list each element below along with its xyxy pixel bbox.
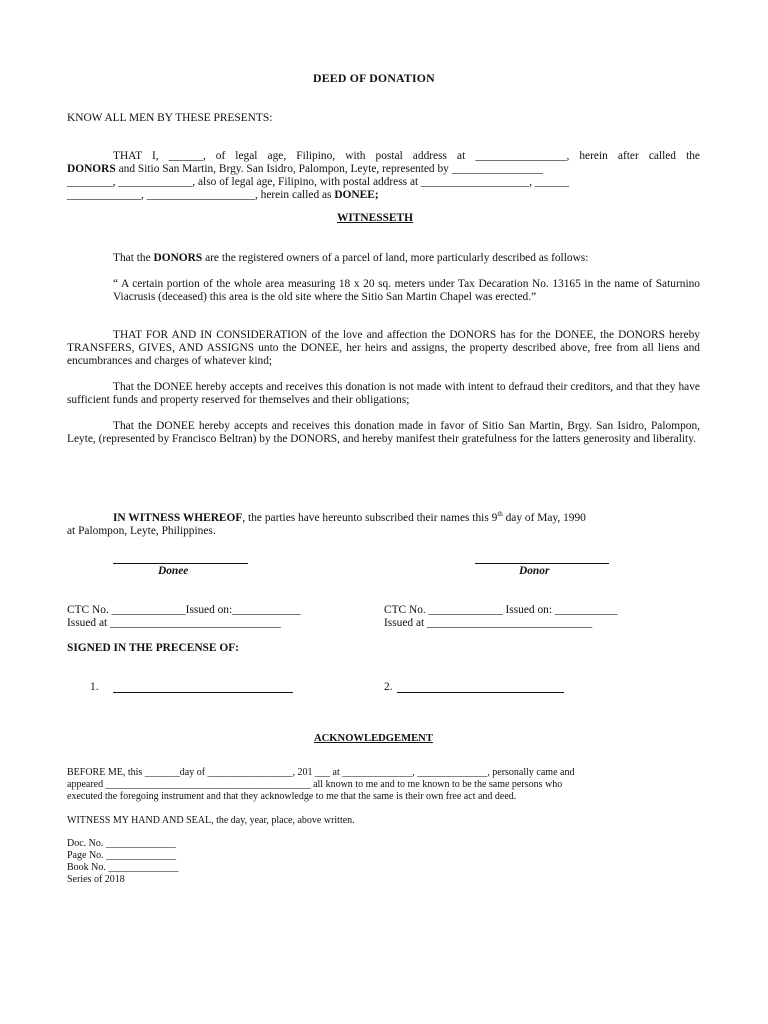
ownership-text-c: are the registered owners of a parcel of land, more particularly described as follows: bbox=[202, 252, 589, 264]
know-all-men: KNOW ALL MEN BY THESE PRESENTS: bbox=[67, 112, 273, 124]
parties-line-1: THAT I, ______, of legal age, Filipino, with postal address at ________________, herein after called the bbox=[113, 150, 700, 162]
parties-line-2-text: and Sitio San Martin, Brgy. San Isidro, Palompon, Leyte, represented by ________________ bbox=[115, 163, 543, 175]
witnesseth-heading: WITNESSETH bbox=[337, 212, 413, 224]
donor-signature-line[interactable] bbox=[475, 563, 609, 564]
witness-hand-seal: WITNESS MY HAND AND SEAL, the day, year, place, above written. bbox=[67, 815, 355, 826]
donee-bold: DONEE; bbox=[334, 189, 379, 201]
consideration-paragraph: THAT FOR AND IN CONSIDERATION of the love and affection the DONORS has for the DONEE, the DONORS hereby TRANSFERS, GIVES, AND ASSIGNS unto the DONEE, her heirs and assigns, the property described above, free from all liens and encumbrances and charges of whatever kind; bbox=[67, 329, 700, 367]
ctc-right: CTC No. _____________ Issued on: ___________ bbox=[384, 604, 618, 616]
donors-bold: DONORS bbox=[67, 163, 116, 175]
witness-whereof-date: day of May, 1990 bbox=[502, 512, 586, 524]
ack-line-1: BEFORE ME, this _______day of _________________, 201 ___ at ______________, ______________, personally came and bbox=[67, 767, 575, 778]
ownership-donors-bold: DONORS bbox=[153, 252, 203, 264]
witness-whereof-line-1 bbox=[113, 512, 586, 525]
book-no: Book No. ______________ bbox=[67, 862, 179, 873]
land-description-quote: “ A certain portion of the whole area measuring 18 x 20 sq. meters under Tax Decaration No. 13165 in the name of Saturnino Viacrusis (deceased) this area is the old site where the Sitio San Martin Chapel was erected.” bbox=[113, 278, 700, 303]
parties-line-2 bbox=[67, 163, 543, 176]
witness-1-line[interactable] bbox=[113, 692, 293, 693]
parties-line-3: ________, _____________, also of legal age, Filipino, with postal address at ___________________, ______ bbox=[67, 176, 570, 188]
ownership-paragraph bbox=[113, 252, 588, 265]
page-no: Page No. ______________ bbox=[67, 850, 177, 861]
date-superscript: th bbox=[497, 510, 503, 519]
gratefulness-paragraph: That the DONEE hereby accepts and receives this donation made in favor of Sitio San Martin, Brgy. San Isidro, Palompon, Leyte, (represented by Francisco Beltran) by the DONORS, and hereby manifest their gratefulness for the latters generosity and liberality. bbox=[67, 420, 700, 445]
parties-line-4-text: _____________, ___________________, herein called as bbox=[67, 189, 335, 201]
donee-label: Donee bbox=[158, 565, 189, 577]
signed-in-presence: SIGNED IN THE PRECENSE OF: bbox=[67, 642, 239, 654]
donor-label: Donor bbox=[519, 565, 550, 577]
acceptance-paragraph: That the DONEE hereby accepts and receives this donation is not made with intent to defraud their creditors, and that they have sufficient funds and property reserved for themselves and their obligations; bbox=[67, 381, 700, 406]
issued-at-right: Issued at _____________________________ bbox=[384, 617, 593, 629]
witness-1-number: 1. bbox=[90, 681, 99, 693]
ack-line-2: appeared _________________________________________ all known to me and to me known to be the same persons who bbox=[67, 779, 563, 790]
series: Series of 2018 bbox=[67, 874, 125, 885]
witness-whereof-text: , the parties have hereunto subscribed their names this 9 bbox=[242, 512, 498, 524]
witness-whereof-bold: IN WITNESS WHEREOF bbox=[113, 512, 243, 524]
witness-2-line[interactable] bbox=[397, 692, 564, 693]
doc-no: Doc. No. ______________ bbox=[67, 838, 176, 849]
acknowledgement-heading: ACKNOWLEDGEMENT bbox=[314, 733, 433, 744]
ack-line-3: executed the foregoing instrument and that they acknowledge to me that the same is their own free act and deed. bbox=[67, 791, 517, 802]
parties-line-4 bbox=[67, 189, 379, 202]
document-title: DEED OF DONATION bbox=[313, 71, 435, 85]
ownership-text-a: That the bbox=[113, 252, 154, 264]
witness-whereof-line-2: at Palompon, Leyte, Philippines. bbox=[67, 525, 216, 537]
witness-2-number: 2. bbox=[384, 681, 393, 693]
donee-signature-line[interactable] bbox=[113, 563, 248, 564]
issued-at-left: Issued at ______________________________ bbox=[67, 617, 281, 629]
ctc-left: CTC No. _____________Issued on:____________ bbox=[67, 604, 301, 616]
